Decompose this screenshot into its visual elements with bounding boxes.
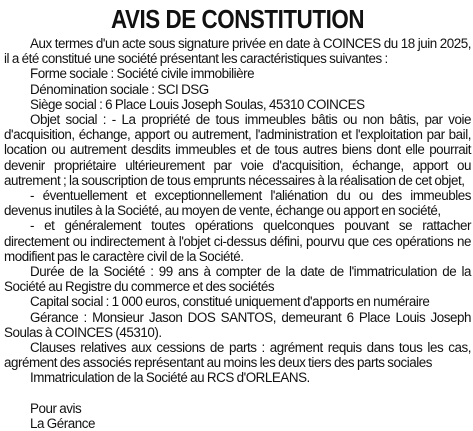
spacer	[4, 386, 471, 401]
closing-line-2: La Gérance	[30, 415, 95, 431]
company-name-line: Dénomination sociale : SCI DSG	[30, 81, 209, 97]
purpose-disposal-paragraph: - éventuellement et exceptionnellement l'aliénation du ou des immeubles devenus inutiles à la Société, au moyen de vente, échange ou apport en société,	[4, 188, 471, 219]
notice-body	[4, 36, 471, 431]
registered-office-line: Siège social : 6 Place Louis Joseph Soulas, 45310 COINCES	[30, 96, 365, 112]
intro-paragraph: Aux termes d'un acte sous signature privée en date à COINCES du 18 juin 2025, il a été constitué une société présentant les caractéristiques suivantes :	[4, 36, 471, 67]
notice-title: AVIS DE CONSTITUTION	[110, 4, 365, 34]
capital-line: Capital social : 1 000 euros, constitué uniquement d'apports en numéraire	[30, 294, 430, 310]
purpose-general-paragraph: - et généralement toutes opérations quelconques pouvant se rattacher directement ou indirectement à l'objet ci-dessus défini, pourvu que ces opérations ne modifient pas le caractère civil de la Société.	[4, 218, 471, 264]
duration-paragraph: Durée de la Société : 99 ans à compter de la date de l'immatriculation de la Société au Registre du commerce et des sociétés	[4, 264, 471, 295]
closing-line-1: Pour avis	[30, 400, 82, 416]
management-paragraph: Gérance : Monsieur Jason DOS SANTOS, demeurant 6 Place Louis Joseph Soulas à COINCES (45310).	[4, 309, 471, 340]
corporate-purpose-paragraph: Objet social : - La propriété de tous immeubles bâtis ou non bâtis, par voie d'acquisition, échange, apport ou autrement, l'administration et l'exploitation par bail, location ou autrement desdits immeubles et de tous autres biens dont elle pourrait devenir propriétaire ultérieurement par voie d'acquisition, échange, apport ou autrement ; la souscription de tous emprunts nécessaires à la réalisation de cet objet,	[4, 112, 471, 188]
registration-line: Immatriculation de la Société au RCS d'ORLEANS.	[30, 370, 310, 386]
legal-form-line: Forme sociale : Société civile immobilière	[30, 66, 255, 82]
share-transfer-paragraph: Clauses relatives aux cessions de parts : agrément requis dans tous les cas, agrément des associés représentant au moins les deux tiers des parts sociales	[4, 340, 471, 371]
